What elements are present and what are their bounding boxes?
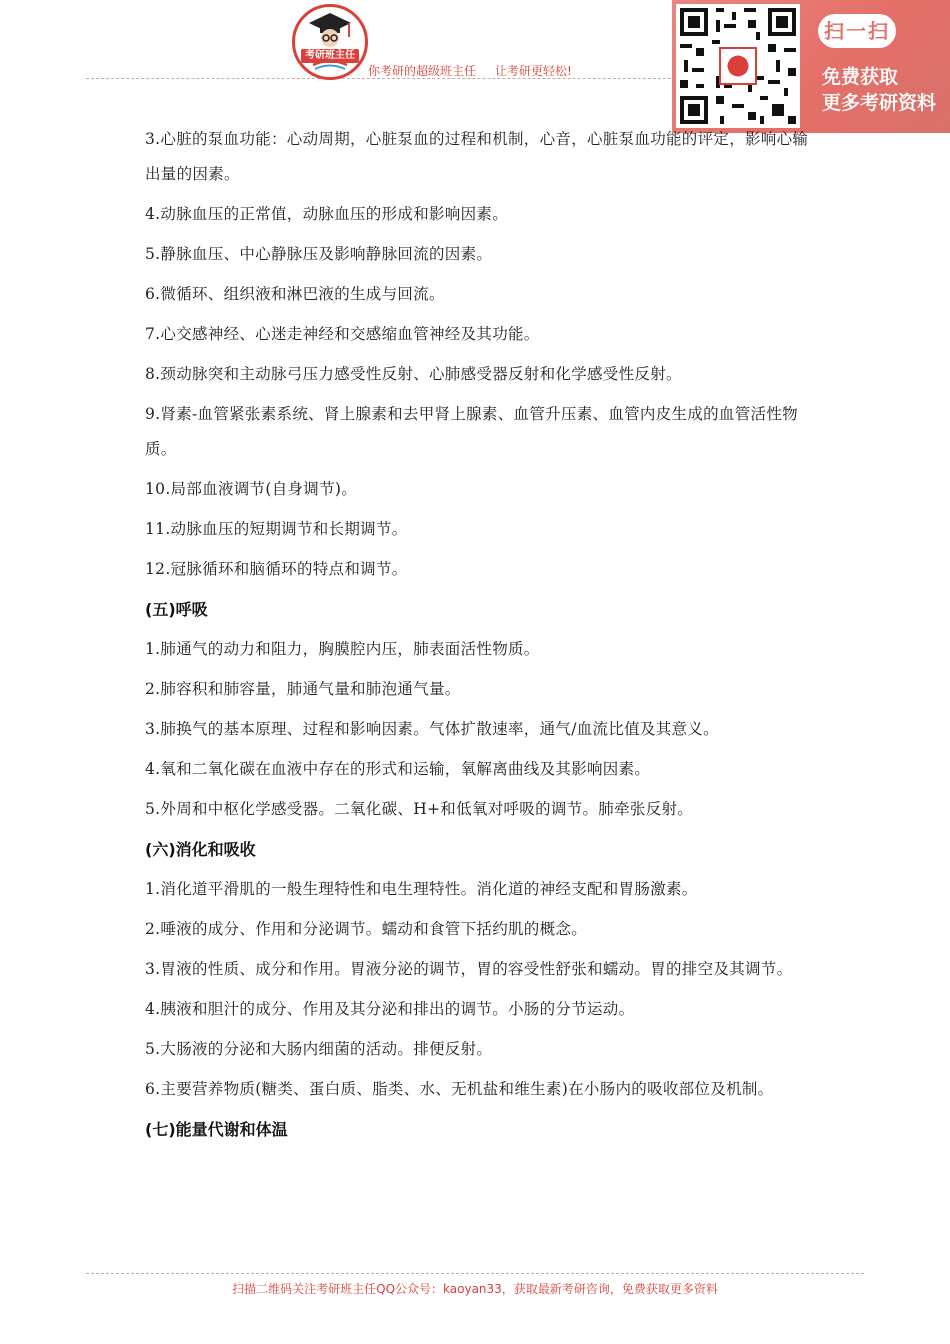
list-item: 5.大肠液的分泌和大肠内细菌的活动。排便反射。 — [145, 1040, 493, 1058]
promo-line-2: 更多考研资料 — [822, 92, 937, 114]
promo-line-1: 免费获取 — [822, 66, 899, 88]
list-item: 7.心交感神经、心迷走神经和交感缩血管神经及其功能。 — [145, 325, 540, 343]
section-heading: (七)能量代谢和体温 — [145, 1120, 288, 1139]
list-item: 5.外周和中枢化学感受器。二氧化碳、H+和低氧对呼吸的调节。肺牵张反射。 — [145, 800, 694, 818]
list-item: 5.静脉血压、中心静脉压及影响静脉回流的因素。 — [145, 245, 493, 263]
qr-code[interactable] — [676, 4, 800, 128]
list-item: 4.动脉血压的正常值，动脉血压的形成和影响因素。 — [145, 205, 508, 223]
list-item: 1.肺通气的动力和阻力，胸膜腔内压，肺表面活性物质。 — [145, 640, 540, 658]
graduate-cap-icon — [295, 7, 365, 77]
list-item: 3.心脏的泵血功能：心动周期，心脏泵血的过程和机制，心音，心脏泵血功能的评定，影响心输出量的因素。 — [145, 130, 809, 183]
section-heading: (五)呼吸 — [145, 600, 208, 619]
list-item: 2.肺容积和肺容量，肺通气量和肺泡通气量。 — [145, 680, 461, 698]
footer-divider — [86, 1273, 864, 1274]
list-item: 10.局部血液调节(自身调节)。 — [145, 480, 358, 498]
list-item: 4.胰液和胆汁的成分、作用及其分泌和排出的调节。小肠的分节运动。 — [145, 1000, 635, 1018]
document-body — [145, 122, 815, 1152]
list-item: 11.动脉血压的短期调节和长期调节。 — [145, 520, 408, 538]
list-item: 3.肺换气的基本原理、过程和影响因素。气体扩散速率，通气/血流比值及其意义。 — [145, 720, 719, 738]
list-item: 1.消化道平滑肌的一般生理特性和电生理特性。消化道的神经支配和胃肠激素。 — [145, 880, 698, 898]
qr-code-icon — [680, 8, 796, 124]
list-item: 6.微循环、组织液和淋巴液的生成与回流。 — [145, 285, 445, 303]
scan-title-text: 扫一扫 — [818, 14, 896, 48]
section-heading: (六)消化和吸收 — [145, 840, 256, 859]
list-item: 6.主要营养物质(糖类、蛋白质、脂类、水、无机盐和维生素)在小肠内的吸收部位及机制。 — [145, 1080, 774, 1098]
list-item: 8.颈动脉突和主动脉弓压力感受性反射、心肺感受器反射和化学感受性反射。 — [145, 365, 682, 383]
scan-title — [818, 14, 928, 54]
list-item: 12.冠脉循环和脑循环的特点和调节。 — [145, 560, 408, 578]
logo-label: 考研班主任 — [301, 49, 359, 63]
list-item: 9.肾素-血管紧张素系统、肾上腺素和去甲肾上腺素、血管升压素、血管内皮生成的血管活性物质。 — [145, 405, 798, 458]
list-item: 2.唾液的成分、作用和分泌调节。蠕动和食管下括约肌的概念。 — [145, 920, 587, 938]
header-slogan-1: 你考研的超级班主任 — [368, 64, 477, 78]
header-slogan-2: 让考研更轻松! — [495, 64, 572, 78]
brand-logo — [292, 4, 368, 80]
list-item: 3.胃液的性质、成分和作用。胃液分泌的调节，胃的容受性舒张和蠕动。胃的排空及其调节。 — [145, 960, 793, 978]
footer-text: 扫描二维码关注考研班主任QQ公众号：kaoyan33，获取最新考研咨询，免费获取更多资料 — [232, 1282, 718, 1296]
list-item: 4.氧和二氧化碳在血液中存在的形式和运输，氧解离曲线及其影响因素。 — [145, 760, 651, 778]
